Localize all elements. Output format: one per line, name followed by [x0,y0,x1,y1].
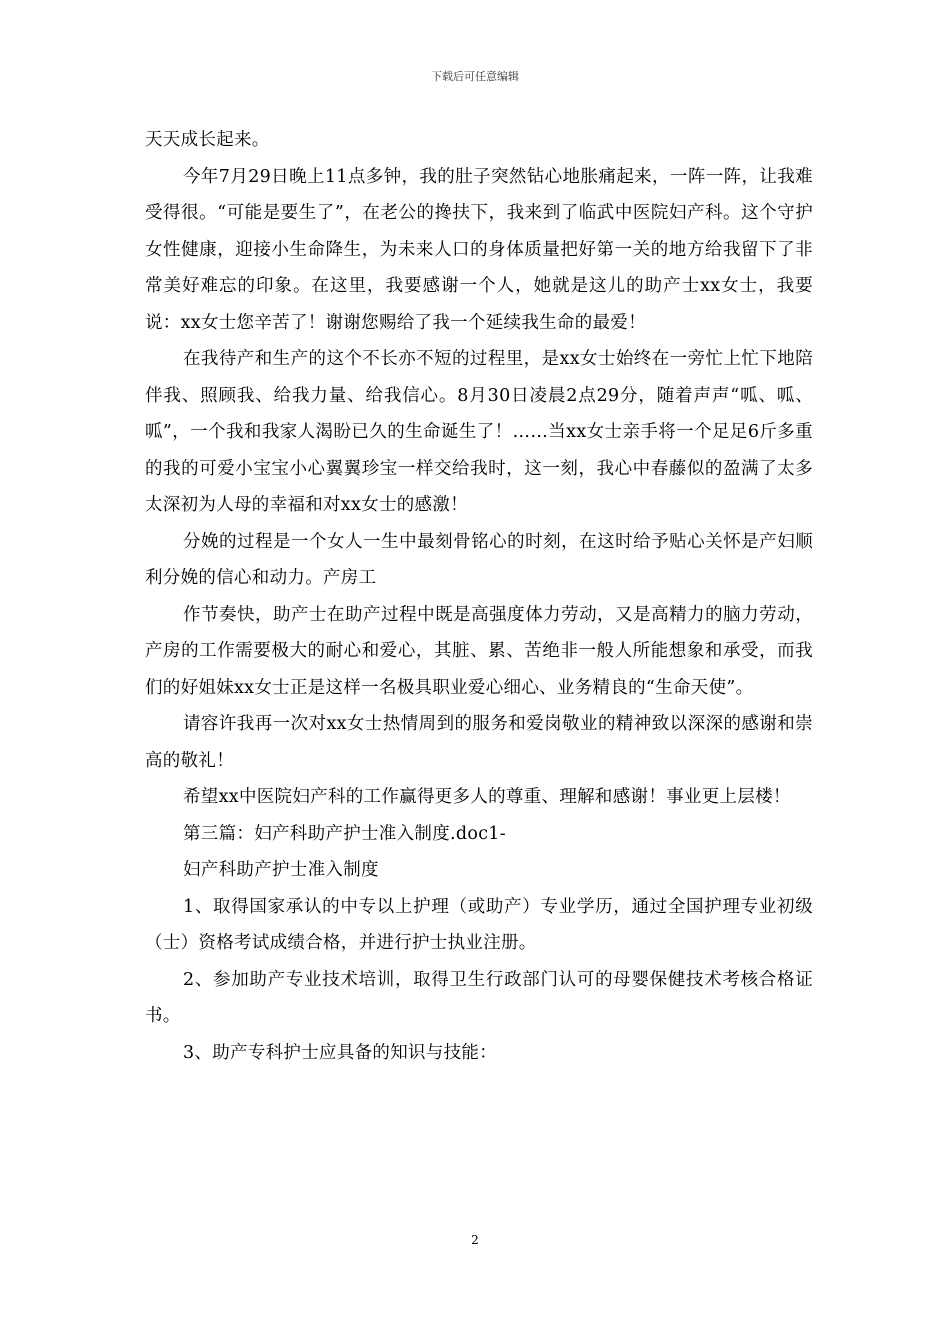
section-title: 第三篇：妇产科助产护士准入制度.doc1- [183,823,506,844]
list-item-3: 3、助产专科护士应具备的知识与技能： [183,1042,498,1063]
paragraph-5: 作节奏快，助产士在助产过程中既是高强度体力劳动，又是高精力的脑力劳动，产房的工作需要极大的耐心和爱心，其脏、累、苦绝非一般人所能想象和承受，而我们的好姐妹xx女士正是这样一名极具职业爱心细心、业务精良的“生命天使”。 [145,604,813,698]
document-title: 妇产科助产护士准入制度 [183,860,379,880]
paragraph-2: 今年7月29日晚上11点多钟，我的肚子突然钻心地胀痛起来，一阵一阵，让我难受得很。“可能是要生了”，在老公的搀扶下，我来到了临武中医院妇产科。这个守护女性健康，迎接小生命降生，为未来人口的身体质量把好第一关的地方给我留下了非常美好难忘的印象。在这里，我要感谢一个人，她就是这儿的助产士xx女士，我要说：xx女士您辛苦了！谢谢您赐给了我一个延续我生命的最爱！ [145,166,813,333]
paragraph-6: 请容许我再一次对xx女士热情周到的服务和爱岗敬业的精神致以深深的感谢和崇高的敬礼！ [145,714,813,771]
paragraph-4: 分娩的过程是一个女人一生中最刻骨铭心的时刻，在这时给予贴心关怀是产妇顺利分娩的信心和动力。产房工 [145,531,813,588]
document-body [145,122,813,1071]
page-number: 2 [471,1233,479,1247]
list-item-2: 2、参加助产专业技术培训，取得卫生行政部门认可的母婴保健技术考核合格证书。 [145,969,813,1026]
paragraph-1: 天天成长起来。 [145,130,270,150]
list-item-1: 1、取得国家承认的中专以上护理（或助产）专业学历，通过全国护理专业初级（士）资格考试成绩合格，并进行护士执业注册。 [145,896,813,953]
paragraph-3: 在我待产和生产的这个不长亦不短的过程里，是xx女士始终在一旁忙上忙下地陪伴我、照顾我、给我力量、给我信心。8月30日凌晨2点29分，随着声声“呱、呱、呱”，一个我和我家人渴盼已久的生命诞生了！……当xx女士亲手将一个足足6斤多重的我的可爱小宝宝小心翼翼珍宝一样交给我时，这一刻，我心中春藤似的盈满了太多太深初为人母的幸福和对xx女士的感激！ [145,349,813,515]
page-header: 下载后可任意编辑 [431,70,519,83]
paragraph-7: 希望xx中医院妇产科的工作赢得更多人的尊重、理解和感谢！事业更上层楼！ [183,787,791,807]
